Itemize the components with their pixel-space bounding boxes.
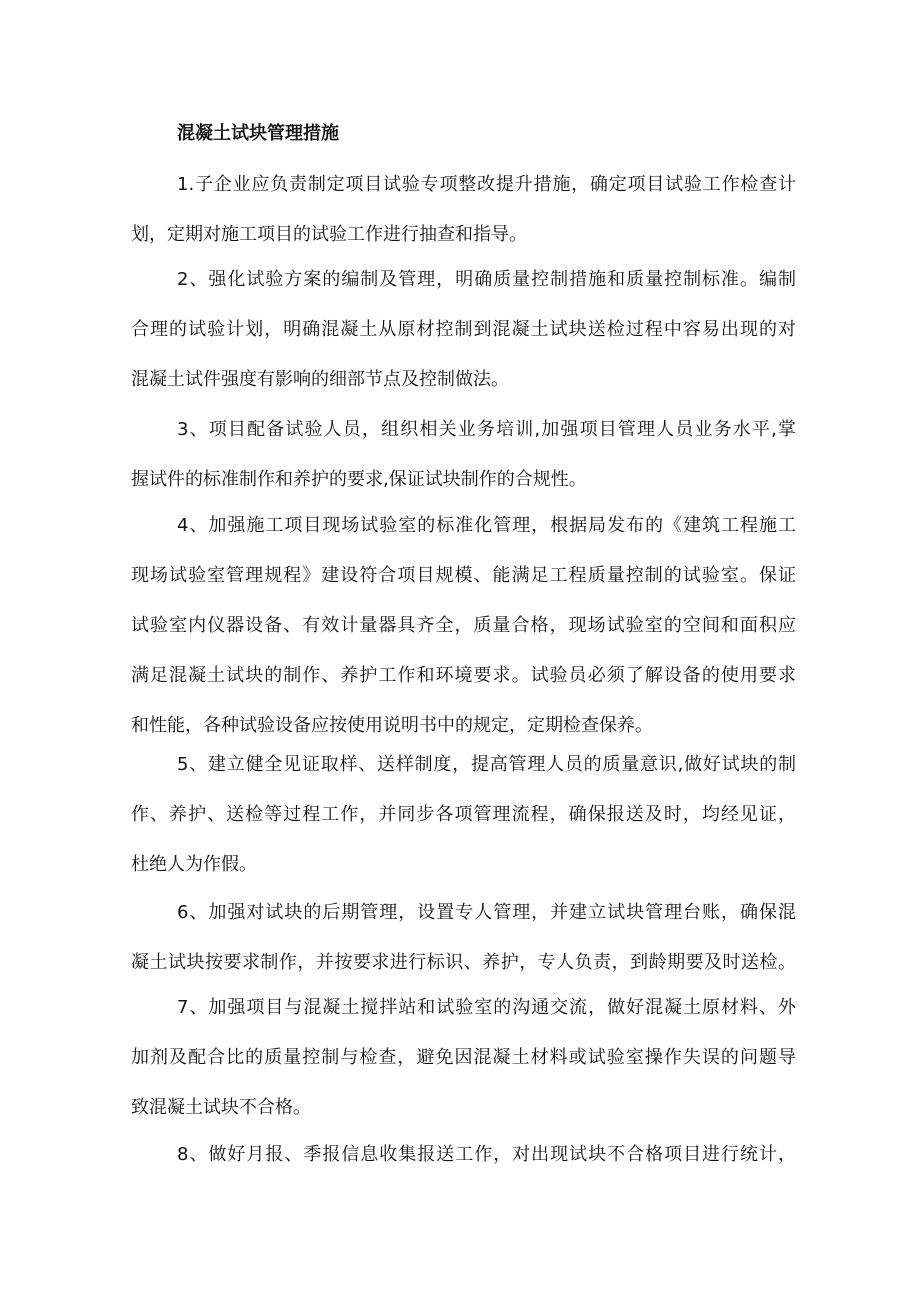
paragraph-7	[131, 983, 796, 1133]
paragraph-line: 致混凝土试块不合格。	[131, 1097, 311, 1118]
paragraph-line: 加剂及配合比的质量控制与检查，避免因混凝土材料或试验室操作失误的问题导	[131, 1047, 796, 1068]
paragraph-line: 划，定期对施工项目的试验工作进行抽查和指导。	[131, 224, 527, 245]
paragraph-6	[131, 888, 796, 988]
paragraph-line: 2、强化试验方案的编制及管理，明确质量控制措施和质量控制标准。编制	[177, 269, 796, 290]
document-title: 混凝土试块管理措施	[177, 123, 339, 144]
paragraph-line: 现场试验室管理规程》建设符合项目规模、能满足工程质量控制的试验室。保证	[131, 565, 796, 586]
paragraph-line: 3、项目配备试验人员，组织相关业务培训,加强项目管理人员业务水平,掌	[177, 419, 796, 440]
paragraph-8	[131, 1130, 796, 1180]
paragraph-line: 6、加强对试块的后期管理，设置专人管理，并建立试块管理台账，确保混	[177, 902, 796, 923]
paragraph-3	[131, 405, 796, 505]
paragraph-line: 4、加强施工项目现场试验室的标准化管理，根据局发布的《建筑工程施工	[177, 515, 796, 536]
paragraph-line: 和性能，各种试验设备应按使用说明书中的规定，定期检查保养。	[131, 715, 653, 736]
paragraph-line: 满足混凝土试块的制作、养护工作和环境要求。试验员必须了解设备的使用要求	[131, 665, 796, 686]
paragraph-1	[131, 160, 796, 260]
paragraph-line: 8、做好月报、季报信息收集报送工作，对出现试块不合格项目进行统计，	[177, 1144, 796, 1165]
paragraph-line: 试验室内仪器设备、有效计量器具齐全，质量合格，现场试验室的空间和面积应	[131, 615, 796, 636]
paragraph-4	[131, 501, 796, 751]
paragraph-line: 5、建立健全见证取样、送样制度，提高管理人员的质量意识,做好试块的制	[177, 754, 796, 775]
paragraph-line: 握试件的标准制作和养护的要求,保证试块制作的合规性。	[131, 469, 587, 490]
paragraph-line: 7、加强项目与混凝土搅拌站和试验室的沟通交流，做好混凝土原材料、外	[177, 997, 796, 1018]
paragraph-line: 混凝土试件强度有影响的细部节点及控制做法。	[131, 369, 509, 390]
paragraph-line: 杜绝人为作假。	[131, 854, 257, 875]
paragraph-line: 1.子企业应负责制定项目试验专项整改提升措施，确定项目试验工作检查计	[177, 174, 796, 195]
paragraph-line: 合理的试验计划，明确混凝土从原材控制到混凝土试块送检过程中容易出现的对	[131, 319, 796, 340]
paragraph-5	[131, 740, 796, 890]
paragraph-line: 凝土试块按要求制作，并按要求进行标识、养护，专人负责，到龄期要及时送检。	[131, 952, 796, 973]
paragraph-line: 作、养护、送检等过程工作，并同步各项管理流程，确保报送及时，均经见证，	[131, 804, 796, 825]
paragraph-2	[131, 255, 796, 405]
